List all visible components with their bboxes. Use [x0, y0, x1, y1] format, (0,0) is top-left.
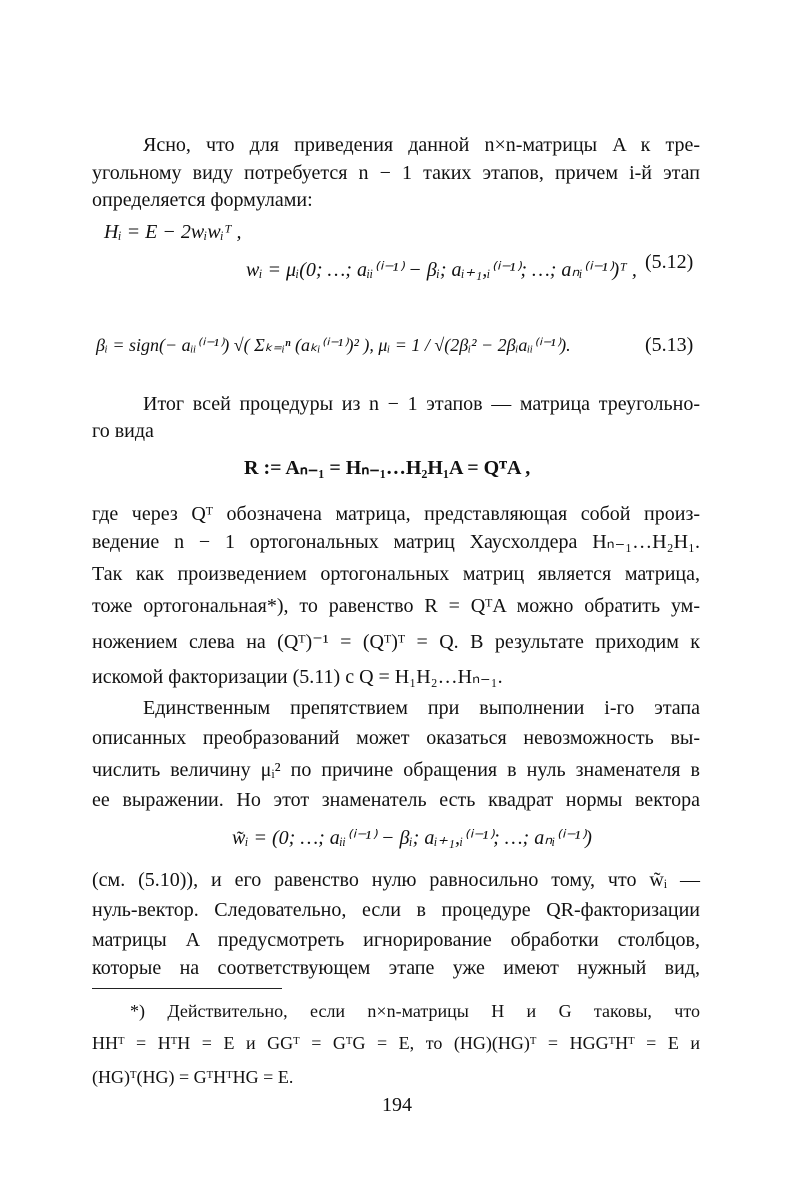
page-number: 194: [382, 1094, 412, 1116]
text-line: Единственным препятствием при выполнении i-го этапа: [143, 697, 700, 719]
text-line: Ясно, что для приведения данной n×n-матрицы A к тре-: [143, 134, 700, 156]
text-line: го вида: [92, 420, 154, 442]
equation-w-tilde: w̃ᵢ = (0; …; aᵢᵢ⁽ⁱ⁻¹⁾ − βᵢ; aᵢ₊₁,ᵢ⁽ⁱ⁻¹⁾; …; aₙᵢ⁽ⁱ⁻¹⁾): [232, 827, 592, 849]
equation-householder-matrix: Hᵢ = E − 2wᵢwᵢᵀ ,: [104, 221, 242, 243]
text-line: матрицы A предусмотреть игнорирование обработки столбцов,: [92, 929, 700, 951]
text-line: которые на соответствующем этапе уже имеют нужный вид,: [92, 957, 700, 979]
text-line: ведение n − 1 ортогональных матриц Хаусхолдера Hₙ₋₁…H₂H₁.: [92, 531, 700, 553]
footnote-line: HHᵀ = HᵀH = E и GGᵀ = GᵀG = E, то (HG)(HG)ᵀ = HGGᵀHᵀ = E и: [92, 1033, 700, 1053]
equation-5-12: wᵢ = μᵢ(0; …; aᵢᵢ⁽ⁱ⁻¹⁾ − βᵢ; aᵢ₊₁,ᵢ⁽ⁱ⁻¹⁾; …; aₙᵢ⁽ⁱ⁻¹⁾)ᵀ ,: [246, 259, 637, 281]
equation-5-13: βᵢ = sign(− aᵢᵢ⁽ⁱ⁻¹⁾) √( Σₖ₌ᵢⁿ (aₖᵢ⁽ⁱ⁻¹⁾)² ), μᵢ = 1 / √(2βᵢ² − 2βᵢaᵢᵢ⁽ⁱ⁻¹⁾).: [96, 335, 571, 355]
footnote-line: (HG)ᵀ(HG) = GᵀHᵀHG = E.: [92, 1067, 294, 1087]
equation-r-factor: R := Aₙ₋₁ = Hₙ₋₁…H₂H₁A = QᵀA ,: [244, 457, 531, 479]
text-line: определяется формулами:: [92, 189, 313, 211]
text-line: ее выражении. Но этот знаменатель есть квадрат нормы вектора: [92, 789, 700, 811]
text-line: Так как произведением ортогональных матриц является матрица,: [92, 563, 700, 585]
text-line: искомой факторизации (5.11) с Q = H₁H₂…Hₙ₋₁.: [92, 666, 503, 688]
footnote-line: *) Действительно, если n×n-матрицы H и G таковы, что: [130, 1001, 700, 1021]
footnote-divider: [92, 988, 282, 989]
text-line: ножением слева на (Qᵀ)⁻¹ = (Qᵀ)ᵀ = Q. В результате приходим к: [92, 631, 700, 653]
text-line: нуль-вектор. Следовательно, если в процедуре QR-факторизации: [92, 899, 700, 921]
text-line: тоже ортогональная*), то равенство R = QᵀA можно обратить ум-: [92, 595, 700, 617]
text-line: (см. (5.10)), и его равенство нулю равносильно тому, что w̃ᵢ —: [92, 869, 700, 891]
equation-number: (5.13): [645, 334, 694, 356]
text-line: угольному виду потребуется n − 1 таких этапов, причем i-й этап: [92, 162, 700, 184]
text-line: Итог всей процедуры из n − 1 этапов — матрица треугольно-: [143, 393, 700, 415]
text-line: где через Qᵀ обозначена матрица, представляющая собой произ-: [92, 503, 700, 525]
text-line: числить величину μᵢ² по причине обращения в нуль знаменателя в: [92, 759, 700, 781]
equation-number: (5.12): [645, 251, 694, 273]
text-line: описанных преобразований может оказаться невозможность вы-: [92, 727, 700, 749]
